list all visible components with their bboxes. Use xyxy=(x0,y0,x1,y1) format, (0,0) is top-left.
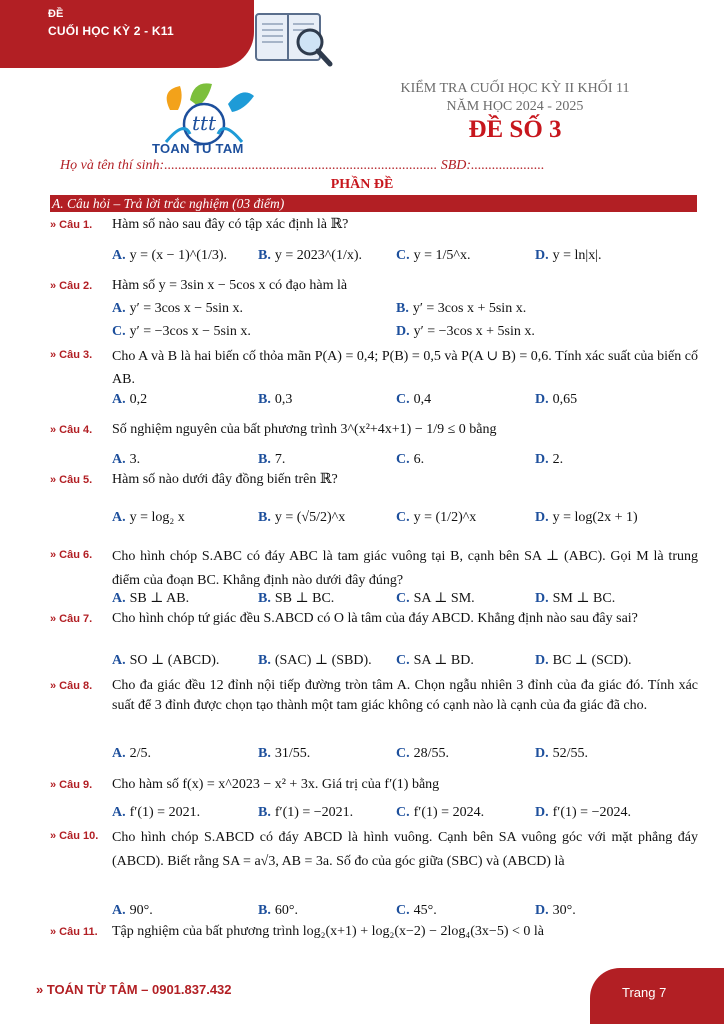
q3-option-d: D. 0,65 xyxy=(535,392,578,407)
question-text: Hàm số nào dưới đây đồng biến trên ℝ? xyxy=(112,472,338,487)
q8-option-d: D. 52/55. xyxy=(535,746,589,761)
option-text: f′(1) = 2024. xyxy=(413,805,485,820)
q1-option-a: A. y = (x − 1)^(1/3). xyxy=(112,248,228,263)
option-text: 90°. xyxy=(129,903,153,918)
q5-option-d: D. y = log(2x + 1) xyxy=(535,510,638,525)
q3-option-c: C. 0,4 xyxy=(396,392,432,407)
q7-option-b: B. (SAC) ⊥ (SBD). xyxy=(258,653,372,668)
option-text: 7. xyxy=(274,452,286,467)
question-text: Số nghiệm nguyên của bất phương trình 3^(x²+4x+1) − 1/9 ≤ 0 bằng xyxy=(112,422,497,437)
question-label: » Câu 3. xyxy=(50,349,93,361)
option-text: 2. xyxy=(552,452,564,467)
q9-option-a: A. f′(1) = 2021. xyxy=(112,805,201,820)
option-text: SA ⊥ SM. xyxy=(413,591,475,606)
option-text: 28/55. xyxy=(413,746,450,761)
option-text: y = 1/5^x. xyxy=(413,248,471,263)
option-text: y′ = 3cos x + 5sin x. xyxy=(412,301,527,316)
q8-option-c: C. 28/55. xyxy=(396,746,450,761)
option-text: 0,4 xyxy=(413,392,432,407)
option-text: f′(1) = 2021. xyxy=(129,805,201,820)
option-text: f′(1) = −2021. xyxy=(274,805,354,820)
question-3 xyxy=(50,345,698,389)
q3-option-a: A. 0,2 xyxy=(112,392,148,407)
exam-number: ĐỀ SỐ 3 xyxy=(468,116,562,143)
q9-option-b: B. f′(1) = −2021. xyxy=(258,805,354,820)
question-6 xyxy=(50,545,698,589)
option-text: y′ = 3cos x − 5sin x. xyxy=(129,301,243,316)
option-text: y = 2023^(1/x). xyxy=(274,248,363,263)
banner-line-1: ĐỀ xyxy=(48,8,64,20)
option-text: 52/55. xyxy=(552,746,589,761)
option-text: 30°. xyxy=(552,903,576,918)
option-text: (SAC) ⊥ (SBD). xyxy=(274,653,372,668)
q4-option-d: D. 2. xyxy=(535,452,564,467)
q3-option-b: B. 0,3 xyxy=(258,392,293,407)
header-banner xyxy=(0,0,254,68)
option-text: y = (1/2)^x xyxy=(413,510,477,525)
question-11 xyxy=(50,922,698,942)
option-text: 0,65 xyxy=(552,392,578,407)
q7-option-d: D. BC ⊥ (SCD). xyxy=(535,653,632,668)
footer-page-badge xyxy=(590,968,724,1024)
question-label: » Câu 10. xyxy=(50,830,99,842)
question-8 xyxy=(50,676,698,736)
question-7 xyxy=(50,609,698,649)
question-text: Hàm số y = 3sin x − 5cos x có đạo hàm là xyxy=(112,278,348,293)
question-text: Cho hình chóp S.ABCD có đáy ABCD là hình vuông. Cạnh bên SA vuông góc với mặt phẳng đáy (ABCD). Biết rằng SA = a√3, AB = 3a. Số đo của góc giữa (SBC) và (ABCD) là xyxy=(112,830,698,869)
q7-option-a: A. SO ⊥ (ABCD). xyxy=(112,653,220,668)
q9-option-c: C. f′(1) = 2024. xyxy=(396,805,485,820)
q1-option-c: C. y = 1/5^x. xyxy=(396,248,471,263)
q6-option-a: A. SB ⊥ AB. xyxy=(112,591,190,606)
option-text: f′(1) = −2024. xyxy=(552,805,631,820)
q2-option-c: C. y′ = −3cos x − 5sin x. xyxy=(112,324,251,339)
exam-title-line-1: KIỂM TRA CUỐI HỌC KỲ II KHỐI 11 xyxy=(400,81,630,96)
option-text: 0,2 xyxy=(129,392,148,407)
option-text: y′ = −3cos x + 5sin x. xyxy=(413,324,535,339)
q2-option-b: B. y′ = 3cos x + 5sin x. xyxy=(396,301,527,316)
option-text: 3. xyxy=(129,452,141,467)
q5-option-c: C. y = (1/2)^x xyxy=(396,510,477,525)
question-label: » Câu 5. xyxy=(50,474,93,486)
option-text: SA ⊥ BD. xyxy=(413,653,474,668)
question-1 xyxy=(50,215,698,235)
question-label: » Câu 1. xyxy=(50,219,93,231)
question-text: Cho hàm số f(x) = x^2023 − x² + 3x. Giá trị của f′(1) bằng xyxy=(112,777,440,792)
question-text: Tập nghiệm của bất phương trình log₂(x+1) + log₂(x−2) − 2log₄(3x−5) < 0 là xyxy=(112,924,544,939)
q10-option-d: D. 30°. xyxy=(535,903,576,918)
option-text: 45°. xyxy=(413,903,437,918)
q10-option-b: B. 60°. xyxy=(258,903,298,918)
question-label: » Câu 9. xyxy=(50,779,93,791)
q2-option-d: D. y′ = −3cos x + 5sin x. xyxy=(396,324,535,339)
question-text: Cho hình chóp S.ABC có đáy ABC là tam giác vuông tại B, cạnh bên SA ⊥ (ABC). Gọi M là trung điểm của đoạn BC. Khẳng định nào dưới đây đúng? xyxy=(112,549,698,588)
book-magnifier-icon xyxy=(252,6,338,70)
option-text: 31/55. xyxy=(274,746,311,761)
q2-option-a: A. y′ = 3cos x − 5sin x. xyxy=(112,301,243,316)
q7-option-c: C. SA ⊥ BD. xyxy=(396,653,474,668)
q5-option-a: A. y = log₂ x xyxy=(112,510,185,525)
student-info-line: Họ và tên thí sinh:.............................................................................. SBD:..................... xyxy=(60,158,545,173)
exam-title xyxy=(380,80,650,116)
question-text: Hàm số nào sau đây có tập xác định là ℝ? xyxy=(112,217,349,232)
page-number: Trang 7 xyxy=(622,985,667,1000)
option-text: y = log₂ x xyxy=(129,510,185,525)
q8-option-a: A. 2/5. xyxy=(112,746,152,761)
q5-option-b: B. y = (√5/2)^x xyxy=(258,510,346,525)
q1-option-d: D. y = ln|x|. xyxy=(535,248,602,263)
option-text: 6. xyxy=(413,452,425,467)
q8-option-b: B. 31/55. xyxy=(258,746,311,761)
question-label: » Câu 8. xyxy=(50,680,93,692)
q10-option-a: A. 90°. xyxy=(112,903,153,918)
question-9 xyxy=(50,775,698,795)
question-text: Cho hình chóp tứ giác đều S.ABCD có O là tâm của đáy ABCD. Khẳng định nào sau đây sai? xyxy=(112,611,638,626)
question-5 xyxy=(50,470,698,490)
option-text: y = (√5/2)^x xyxy=(274,510,346,525)
question-text: Cho đa giác đều 12 đỉnh nội tiếp đường tròn tâm A. Chọn ngẫu nhiên 3 đỉnh của đa giác đó. Tính xác suất để 3 đỉnh được chọn tạo thành một tam giác không có cạnh nào là cạnh của đa giác đã cho. xyxy=(112,678,698,713)
question-label: » Câu 11. xyxy=(50,926,98,938)
option-text: 60°. xyxy=(274,903,298,918)
option-text: SB ⊥ BC. xyxy=(274,591,335,606)
option-text: SO ⊥ (ABCD). xyxy=(129,653,220,668)
section-bar: A. Câu hỏi – Trả lời trắc nghiệm (03 điểm) xyxy=(50,195,697,212)
option-text: y′ = −3cos x − 5sin x. xyxy=(129,324,251,339)
q10-option-c: C. 45°. xyxy=(396,903,437,918)
q4-option-b: B. 7. xyxy=(258,452,286,467)
option-text: BC ⊥ (SCD). xyxy=(552,653,632,668)
q6-option-d: D. SM ⊥ BC. xyxy=(535,591,616,606)
q4-option-c: C. 6. xyxy=(396,452,425,467)
question-label: » Câu 2. xyxy=(50,280,93,292)
banner-line-2: CUỐI HỌC KỲ 2 - K11 xyxy=(48,24,174,38)
q1-option-b: B. y = 2023^(1/x). xyxy=(258,248,363,263)
option-text: y = log(2x + 1) xyxy=(552,510,638,525)
question-10 xyxy=(50,826,698,898)
question-4 xyxy=(50,420,698,440)
option-text: y = ln|x|. xyxy=(552,248,602,263)
logo-text: TOAN TU TAM xyxy=(152,141,244,156)
q6-option-b: B. SB ⊥ BC. xyxy=(258,591,335,606)
svg-text:ttt: ttt xyxy=(191,111,217,135)
footer-contact: » TOÁN TỪ TÂM – 0901.837.432 xyxy=(36,982,232,997)
q6-option-c: C. SA ⊥ SM. xyxy=(396,591,475,606)
question-label: » Câu 7. xyxy=(50,613,93,625)
option-text: 0,3 xyxy=(274,392,293,407)
question-label: » Câu 4. xyxy=(50,424,93,436)
option-text: SB ⊥ AB. xyxy=(129,591,190,606)
question-2 xyxy=(50,276,698,296)
exam-title-line-2: NĂM HỌC 2024 - 2025 xyxy=(446,99,584,114)
option-text: 2/5. xyxy=(129,746,152,761)
question-text: Cho A và B là hai biến cố thỏa mãn P(A) = 0,4; P(B) = 0,5 và P(A ∪ B) = 0,6. Tính xác suất của biến cố AB. xyxy=(112,349,698,387)
q9-option-d: D. f′(1) = −2024. xyxy=(535,805,631,820)
question-label: » Câu 6. xyxy=(50,549,93,561)
option-text: y = (x − 1)^(1/3). xyxy=(129,248,228,263)
q4-option-a: A. 3. xyxy=(112,452,141,467)
part-title: PHẦN ĐỀ xyxy=(330,177,394,192)
option-text: SM ⊥ BC. xyxy=(552,591,616,606)
